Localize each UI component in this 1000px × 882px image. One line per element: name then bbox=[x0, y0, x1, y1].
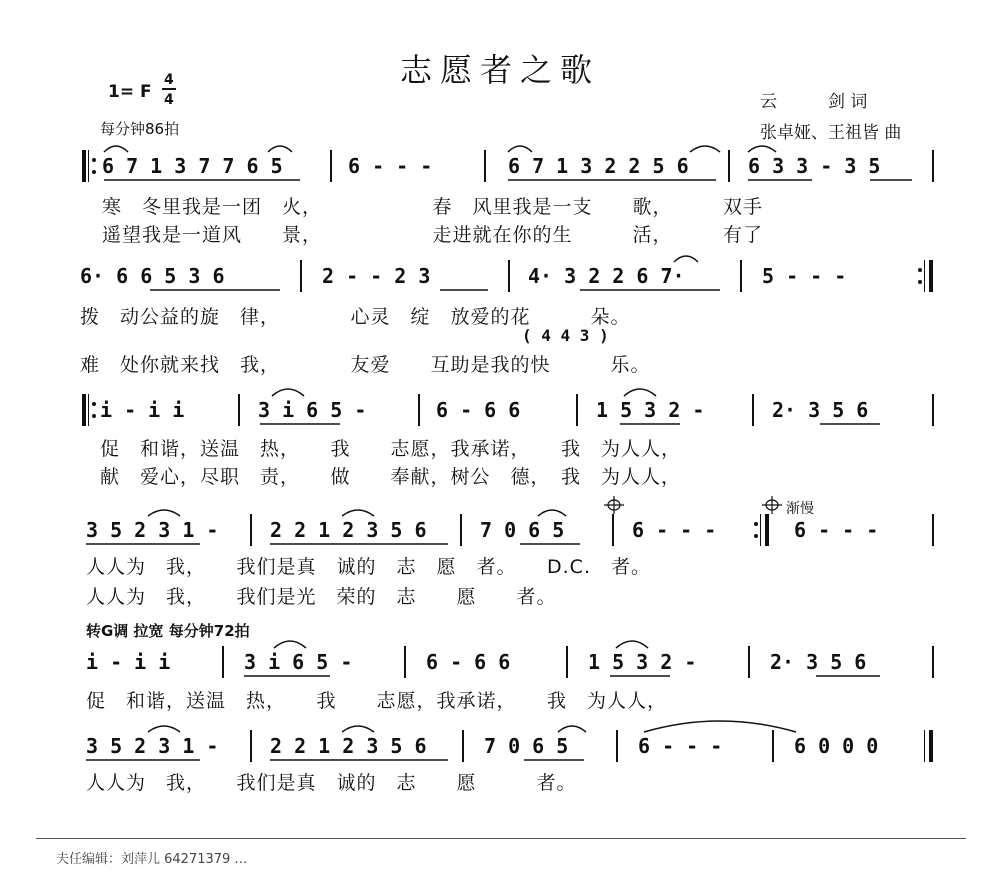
barline bbox=[300, 260, 302, 292]
barline bbox=[330, 150, 332, 182]
measure-2-4: 5 - - - bbox=[762, 264, 847, 288]
tempo-marking: 每分钟86拍 bbox=[100, 120, 180, 138]
barline bbox=[748, 646, 750, 678]
measure-4-3: 7 0 6 5 bbox=[480, 518, 565, 542]
lyric-line-1-2: 遥望我是一道风 景， 走进就在你的生 活， 有了 bbox=[102, 224, 764, 246]
lyric-line-6-1: 人人为 我， 我们是真 诚的 志 愿 者。 bbox=[86, 772, 577, 794]
measure-5-4: 1 5 3 2 - bbox=[588, 650, 697, 674]
repeat-end-thin bbox=[760, 514, 761, 546]
barline bbox=[238, 394, 240, 426]
barline bbox=[462, 730, 464, 762]
barline bbox=[752, 394, 754, 426]
measure-4-4: 6 - - - bbox=[632, 518, 717, 542]
barline bbox=[222, 646, 224, 678]
lyric-line-5-1: 促 和谐，送温 热， 我 志愿，我承诺， 我 为人人， bbox=[86, 690, 668, 712]
footer-text: 夫任编辑：刘萍儿 64271379 … bbox=[56, 852, 248, 867]
measure-5-5: 2· 3 5 6 bbox=[770, 650, 867, 674]
time-signature-top: 4 bbox=[164, 72, 174, 88]
repeat-end-barline bbox=[929, 260, 933, 292]
repeat-end-thin bbox=[924, 260, 925, 292]
lyric-line-1-1: 寒 冬里我是一团 火， 春 风里我是一支 歌， 双手 bbox=[102, 196, 764, 218]
barline bbox=[740, 260, 742, 292]
barline bbox=[612, 514, 614, 546]
composer-credit: 张卓娅、王祖皆 曲 bbox=[760, 123, 902, 143]
lyric-line-4-2: 人人为 我， 我们是光 荣的 志 愿 者。 bbox=[86, 586, 557, 608]
lyric-line-3-2: 献 爱心，尽职 责， 做 奉献，树公 德， 我 为人人， bbox=[100, 466, 682, 488]
lyric-line-2-1: 拨 动公益的旋 律， 心灵 绽 放爱的花 朵。 bbox=[80, 306, 631, 328]
barline bbox=[566, 646, 568, 678]
barline bbox=[508, 260, 510, 292]
measure-5-3: 6 - 6 6 bbox=[426, 650, 511, 674]
barline bbox=[250, 730, 252, 762]
measure-4-2: 2 2 1 2 3 5 6 bbox=[270, 518, 427, 542]
time-signature-bottom: 4 bbox=[164, 92, 174, 108]
footer-rule bbox=[36, 838, 966, 839]
measure-1-4: 6 3 3 - 3 5 bbox=[748, 154, 881, 178]
rit-marking: 渐慢 bbox=[786, 501, 814, 517]
measure-6-3: 7 0 6 5 bbox=[484, 734, 569, 758]
coda-sign-icon bbox=[604, 496, 782, 514]
measure-1-3: 6 7 1 3 2 2 5 6 bbox=[508, 154, 689, 178]
measure-6-4: 6 - - - bbox=[638, 734, 723, 758]
measure-3-1: i - i i bbox=[100, 398, 185, 422]
lyricist-credit: 云 剑 词 bbox=[760, 92, 868, 112]
barline bbox=[772, 730, 774, 762]
repeat-start-barline bbox=[82, 150, 86, 182]
song-title: 志愿者之歌 bbox=[399, 51, 600, 89]
barline bbox=[728, 150, 730, 182]
measure-6-2: 2 2 1 2 3 5 6 bbox=[270, 734, 427, 758]
barline bbox=[616, 730, 618, 762]
measure-4-5: 6 - - - bbox=[794, 518, 879, 542]
repeat-start-thin bbox=[88, 394, 89, 426]
measure-4-1: 3 5 2 3 1 - bbox=[86, 518, 219, 542]
measure-2-3: 4· 3 2 2 6 7· bbox=[528, 264, 685, 288]
repeat-start-thin bbox=[88, 150, 89, 182]
measure-6-1: 3 5 2 3 1 - bbox=[86, 734, 219, 758]
key-signature: 1= F bbox=[108, 82, 152, 102]
barline bbox=[932, 514, 934, 546]
final-barline bbox=[929, 730, 933, 762]
measure-6-5: 6 0 0 0 bbox=[794, 734, 879, 758]
barline bbox=[418, 394, 420, 426]
lyric-line-3-1: 促 和谐，送温 热， 我 志愿，我承诺， 我 为人人， bbox=[100, 438, 682, 460]
measure-3-4: 1 5 3 2 - bbox=[596, 398, 705, 422]
variant-notes: ( 4 4 3 ) bbox=[522, 326, 609, 345]
barline bbox=[404, 646, 406, 678]
barline bbox=[250, 514, 252, 546]
lyric-line-2-2: 难 处你就来找 我， 友爱 互助是我的快 乐。 bbox=[80, 354, 651, 376]
measure-5-1: i - i i bbox=[86, 650, 171, 674]
barline bbox=[932, 394, 934, 426]
final-barline-thin bbox=[924, 730, 925, 762]
repeat-end-barline bbox=[765, 514, 769, 546]
measure-3-3: 6 - 6 6 bbox=[436, 398, 521, 422]
measure-2-1: 6· 6 6 5 3 6 bbox=[80, 264, 225, 288]
measure-2-2: 2 - - 2 3 bbox=[322, 264, 431, 288]
measure-1-1: 6 7 1 3 7 7 6 5 bbox=[102, 154, 283, 178]
barline bbox=[932, 150, 934, 182]
repeat-start-barline bbox=[82, 394, 86, 426]
measure-3-2: 3 i 6 5 - bbox=[258, 398, 367, 422]
barline bbox=[484, 150, 486, 182]
key-change-instruction: 转G调 拉宽 每分钟72拍 bbox=[86, 622, 250, 640]
barline bbox=[460, 514, 462, 546]
measure-3-5: 2· 3 5 6 bbox=[772, 398, 869, 422]
measure-1-2: 6 - - - bbox=[348, 154, 433, 178]
time-signature-line bbox=[162, 88, 176, 90]
lyric-line-4-1: 人人为 我， 我们是真 诚的 志 愿 者。 D.C. 者。 bbox=[86, 556, 651, 578]
barline bbox=[932, 646, 934, 678]
barline bbox=[576, 394, 578, 426]
measure-5-2: 3 i 6 5 - bbox=[244, 650, 353, 674]
